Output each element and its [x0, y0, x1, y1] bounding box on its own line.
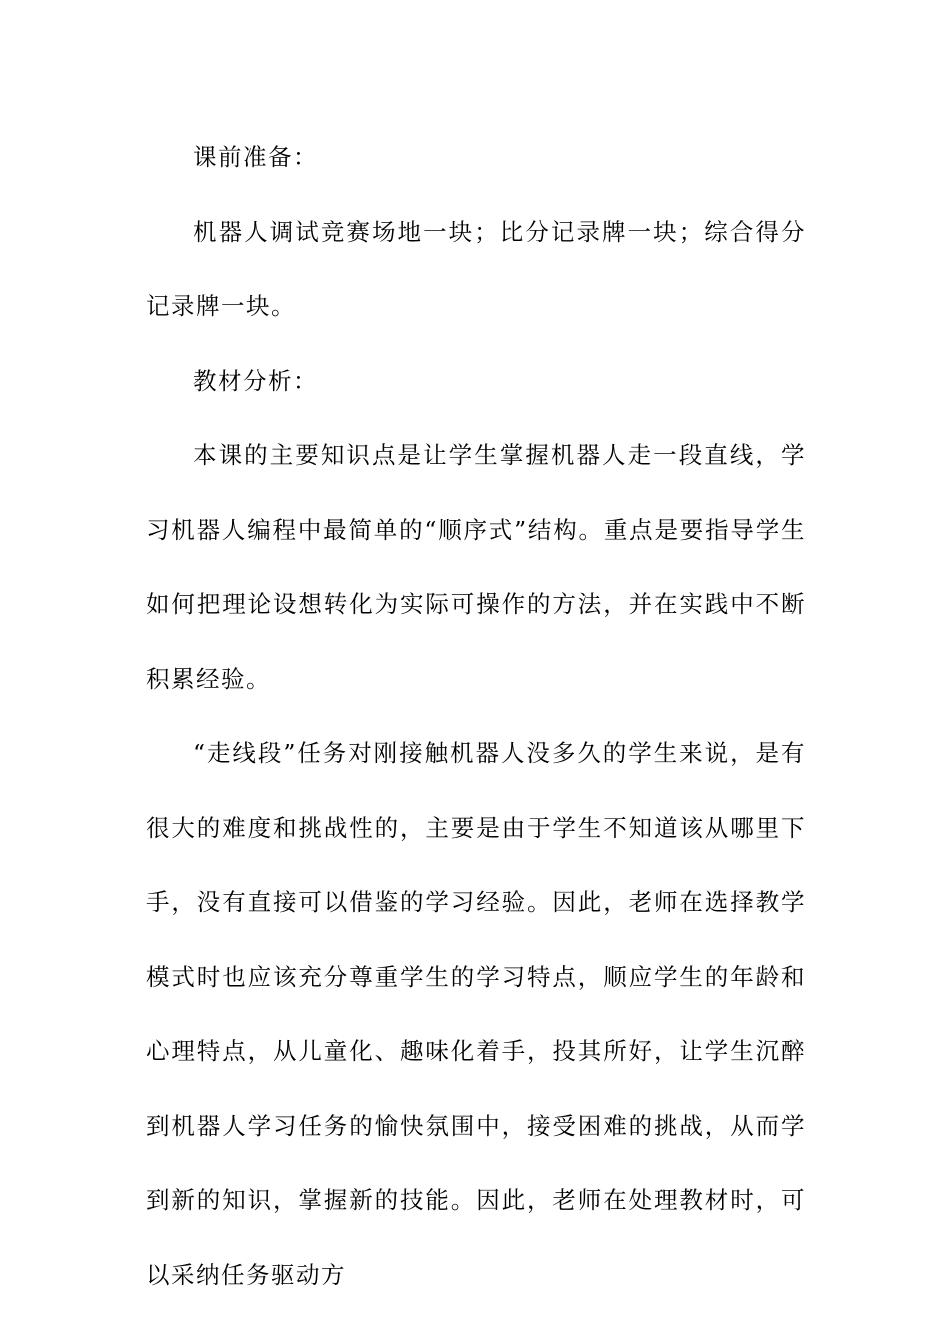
- heading-preparation: 课前准备：: [193, 143, 318, 171]
- paragraph-preparation-items: 机器人调试竞赛场地一块；比分记录牌一块；综合得分记录牌一块。: [146, 217, 806, 320]
- paragraph-key-points: 本课的主要知识点是让学生掌握机器人走一段直线，学习机器人编程中最简单的“顺序式”结构。重点是要指导学生如何把理论设想转化为实际可操作的方法，并在实践中不断积累经验。: [146, 441, 806, 693]
- document-body: [146, 120, 806, 1312]
- paragraph-task-discussion: “走线段”任务对刚接触机器人没多久的学生来说，是有很大的难度和挑战性的，主要是由于学生不知道该从哪里下手，没有直接可以借鉴的学习经验。因此，老师在选择教学模式时也应该充分尊重学生的学习特点，顺应学生的年龄和心理特点，从儿童化、趣味化着手，投其所好，让学生沉醉到机器人学习任务的愉快氛围中，接受困难的挑战，从而学到新的知识，掌握新的技能。因此，老师在处理教材时，可以采纳任务驱动方: [146, 739, 806, 1289]
- heading-material-analysis: 教材分析：: [193, 366, 318, 395]
